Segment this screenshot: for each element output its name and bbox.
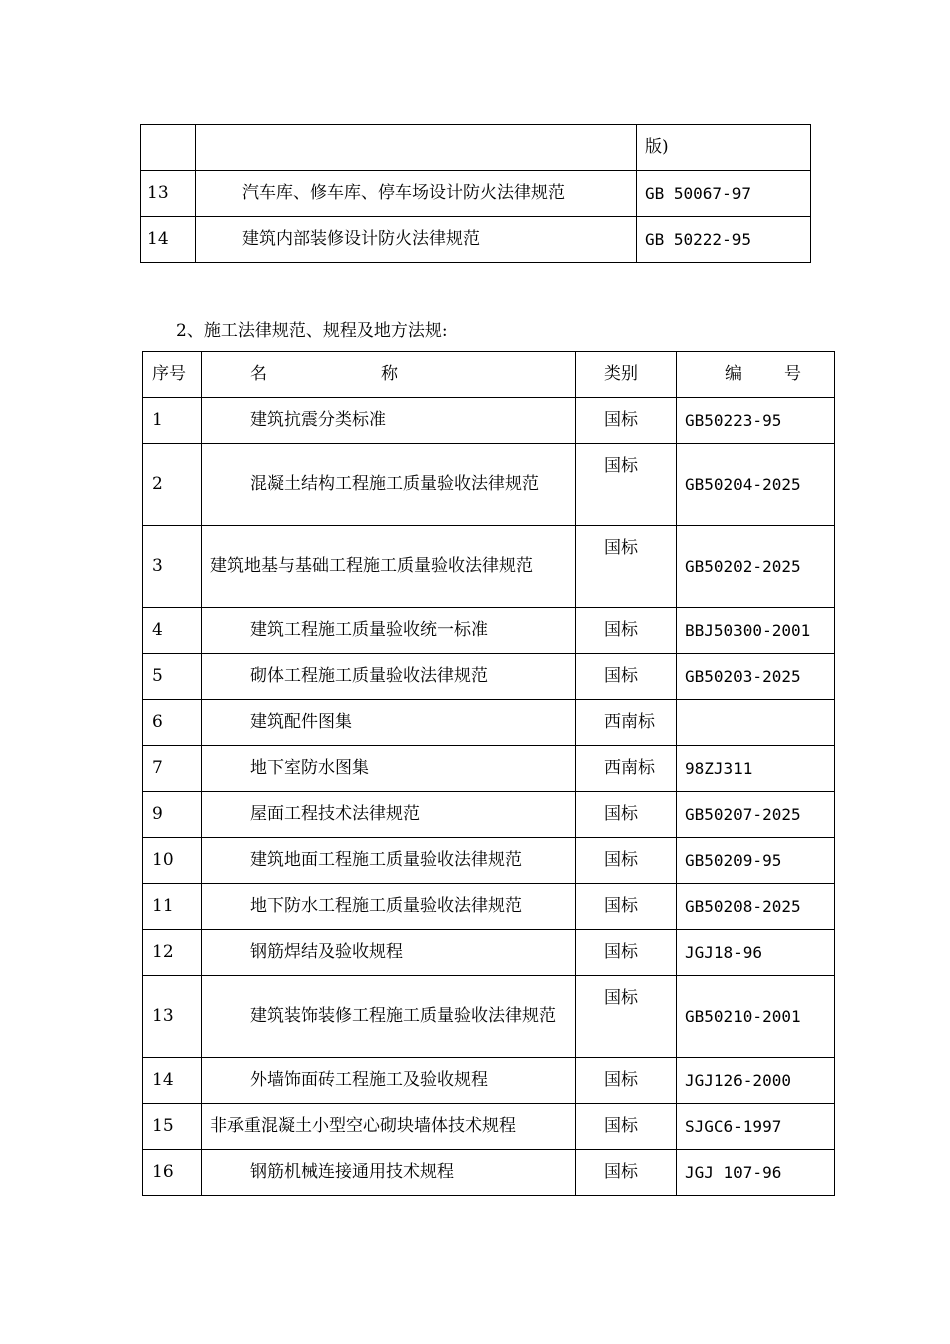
table-row — [143, 1150, 835, 1196]
table-row — [141, 217, 811, 263]
standard-code: JGJ18-96 — [677, 930, 835, 976]
construction-standards-table — [142, 351, 835, 1196]
table-row — [143, 398, 835, 444]
standard-name: 建筑装饰装修工程施工质量验收法律规范 — [250, 1006, 556, 1026]
row-number: 15 — [143, 1104, 202, 1150]
row-number: 3 — [143, 526, 202, 608]
row-number: 14 — [141, 217, 196, 263]
standard-type: 国标 — [576, 654, 677, 700]
standard-type: 国标 — [576, 608, 677, 654]
table-row — [141, 125, 811, 171]
standard-name: 建筑地基与基础工程施工质量验收法律规范 — [202, 526, 576, 608]
standard-name: 汽车库、修车库、停车场设计防火法律规范 — [196, 171, 637, 217]
standard-code: GB 50067-97 — [637, 171, 811, 217]
standard-code: GB50210-2001 — [677, 976, 835, 1058]
standard-name — [196, 125, 637, 171]
standard-type: 西南标 — [576, 746, 677, 792]
table-row — [143, 526, 835, 608]
standard-code: GB50203-2025 — [677, 654, 835, 700]
standard-type: 国标 — [576, 976, 677, 1058]
header-name — [202, 352, 576, 398]
standard-name: 建筑地面工程施工质量验收法律规范 — [250, 850, 522, 870]
standard-type: 国标 — [576, 526, 677, 608]
standard-name: 建筑抗震分类标准 — [250, 410, 386, 430]
standard-code: GB50202-2025 — [677, 526, 835, 608]
table-row — [143, 746, 835, 792]
standard-name: 钢筋焊结及验收规程 — [250, 942, 403, 962]
header-type: 类别 — [576, 352, 677, 398]
row-number: 16 — [143, 1150, 202, 1196]
table-row — [143, 1058, 835, 1104]
standard-name: 建筑配件图集 — [250, 712, 352, 732]
section-heading: 2、施工法律规范、规程及地方法规: — [176, 321, 448, 341]
standard-type: 国标 — [576, 838, 677, 884]
standard-name: 非承重混凝土小型空心砌块墙体技术规程 — [202, 1104, 576, 1150]
table-row — [143, 976, 835, 1058]
standard-code: GB50204-2025 — [677, 444, 835, 526]
row-number — [141, 125, 196, 171]
table-header-row — [143, 352, 835, 398]
row-number: 9 — [143, 792, 202, 838]
row-number: 7 — [143, 746, 202, 792]
standard-code: GB 50222-95 — [637, 217, 811, 263]
standard-type: 国标 — [576, 1058, 677, 1104]
standard-name: 屋面工程技术法律规范 — [250, 804, 420, 824]
standard-code: BBJ50300-2001 — [677, 608, 835, 654]
header-name-part-2: 称 — [381, 364, 398, 384]
header-name-part-1: 名 — [250, 364, 267, 384]
table-row — [143, 792, 835, 838]
row-number: 5 — [143, 654, 202, 700]
table-row — [143, 930, 835, 976]
table-row — [143, 444, 835, 526]
header-code — [677, 352, 835, 398]
standard-type: 国标 — [576, 884, 677, 930]
row-number: 6 — [143, 700, 202, 746]
header-code-part-2: 号 — [784, 364, 801, 384]
row-number: 1 — [143, 398, 202, 444]
row-number: 13 — [143, 976, 202, 1058]
standard-name: 外墙饰面砖工程施工及验收规程 — [250, 1070, 488, 1090]
standard-name: 建筑内部装修设计防火法律规范 — [196, 217, 637, 263]
row-number: 4 — [143, 608, 202, 654]
standard-code: JGJ 107-96 — [677, 1150, 835, 1196]
standard-name: 建筑工程施工质量验收统一标准 — [250, 620, 488, 640]
standard-type: 国标 — [576, 792, 677, 838]
standard-name: 砌体工程施工质量验收法律规范 — [250, 666, 488, 686]
standard-code: 98ZJ311 — [677, 746, 835, 792]
standard-name: 混凝土结构工程施工质量验收法律规范 — [250, 474, 539, 494]
header-number: 序号 — [143, 352, 202, 398]
row-number: 14 — [143, 1058, 202, 1104]
table-row — [141, 171, 811, 217]
standard-code: GB50209-95 — [677, 838, 835, 884]
standard-code: 版) — [637, 125, 811, 171]
table-row — [143, 884, 835, 930]
table-row — [143, 1104, 835, 1150]
standard-code: GB50208-2025 — [677, 884, 835, 930]
standard-code: GB50207-2025 — [677, 792, 835, 838]
standard-type: 国标 — [576, 1104, 677, 1150]
row-number: 12 — [143, 930, 202, 976]
table-row — [143, 608, 835, 654]
standard-code: GB50223-95 — [677, 398, 835, 444]
standard-code: JGJ126-2000 — [677, 1058, 835, 1104]
row-number: 10 — [143, 838, 202, 884]
standard-type: 国标 — [576, 1150, 677, 1196]
standard-code: SJGC6-1997 — [677, 1104, 835, 1150]
table-row — [143, 838, 835, 884]
standard-type: 国标 — [576, 398, 677, 444]
standard-name: 地下室防水图集 — [250, 758, 369, 778]
row-number: 2 — [143, 444, 202, 526]
table-row — [143, 700, 835, 746]
table-row — [143, 654, 835, 700]
standard-type: 国标 — [576, 444, 677, 526]
standard-name: 地下防水工程施工质量验收法律规范 — [250, 896, 522, 916]
standard-type: 国标 — [576, 930, 677, 976]
standards-table-continued — [140, 124, 811, 263]
row-number: 13 — [141, 171, 196, 217]
header-code-part-1: 编 — [725, 364, 742, 384]
standard-name: 钢筋机械连接通用技术规程 — [250, 1162, 454, 1182]
row-number: 11 — [143, 884, 202, 930]
standard-code — [677, 700, 835, 746]
standard-type: 西南标 — [576, 700, 677, 746]
